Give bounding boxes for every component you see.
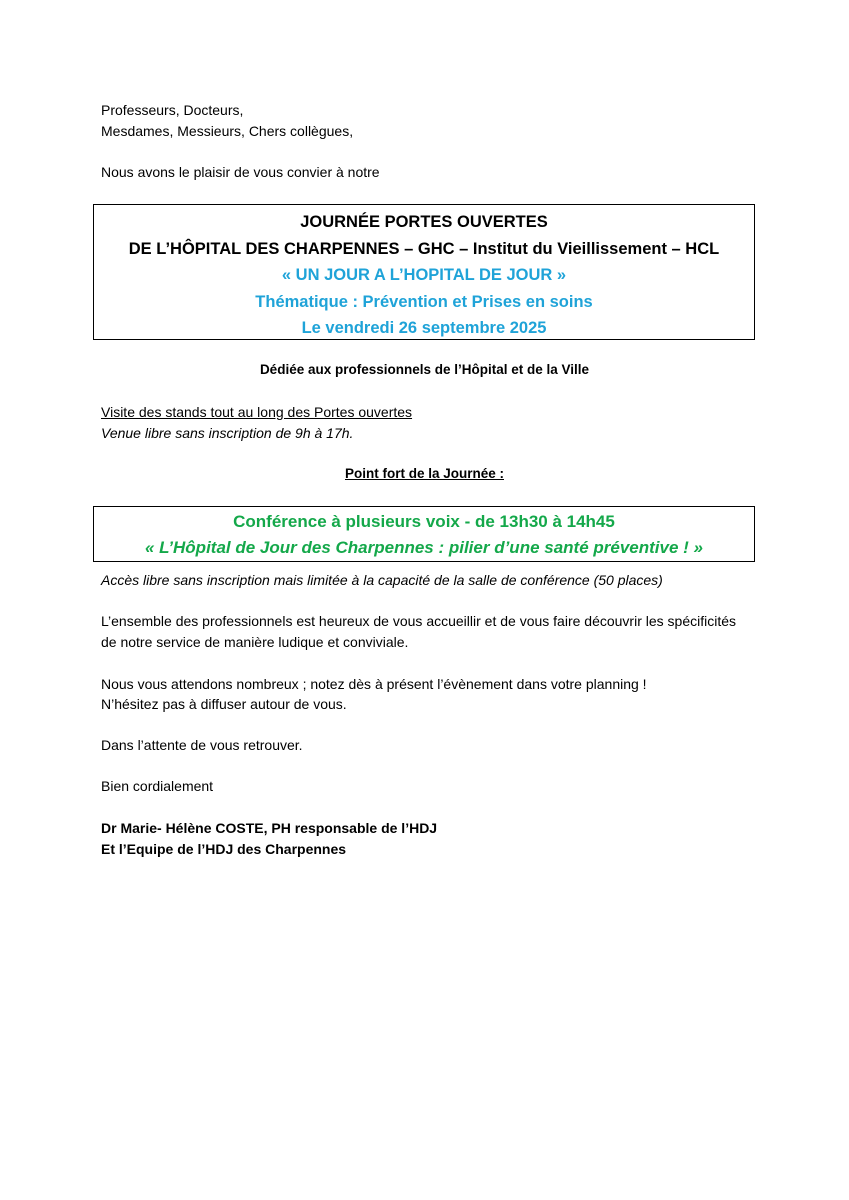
access-note: Accès libre sans inscription mais limitée à la capacité de la salle de conférence (50 places) — [101, 572, 663, 588]
stands-hours: Venue libre sans inscription de 9h à 17h. — [101, 425, 354, 441]
event-date: Le vendredi 26 septembre 2025 — [301, 319, 547, 337]
paragraph-1-line-1: L’ensemble des professionnels est heureux de vous accueillir et de vous faire découvrir les spécificités — [101, 613, 737, 629]
closing-line-2: Bien cordialement — [101, 778, 214, 794]
paragraph-2-line-2: N’hésitez pas à diffuser autour de vous. — [101, 696, 347, 712]
invitation-intro: Nous avons le plaisir de vous convier à notre — [101, 164, 380, 180]
stands-heading: Visite des stands tout au long des Portes ouvertes — [101, 404, 413, 420]
signature-line-1: Dr Marie- Hélène COSTE, PH responsable de l’HDJ — [101, 820, 438, 836]
paragraph-1-line-2: de notre service de manière ludique et conviviale. — [101, 634, 409, 650]
audience-line: Dédiée aux professionnels de l’Hôpital et de la Ville — [259, 362, 590, 377]
salutation-line-1: Professeurs, Docteurs, — [101, 102, 244, 118]
conference-title: Conférence à plusieurs voix - de 13h30 à 14h45 — [233, 512, 615, 531]
salutation-line-2: Mesdames, Messieurs, Chers collègues, — [101, 123, 354, 139]
event-title-box — [93, 204, 755, 340]
event-title-line-2: DE L’HÔPITAL DES CHARPENNES – GHC – Institut du Vieillissement – HCL — [128, 239, 720, 258]
highlight-heading: Point fort de la Journée : — [344, 466, 504, 481]
paragraph-2-line-1: Nous vous attendons nombreux ; notez dès à présent l’évènement dans votre planning ! — [101, 676, 647, 692]
event-title-line-1: JOURNÉE PORTES OUVERTES — [300, 213, 548, 231]
closing-line-1: Dans l’attente de vous retrouver. — [101, 737, 303, 753]
event-theme: Thématique : Prévention et Prises en soins — [255, 292, 593, 311]
conference-box — [93, 506, 755, 562]
conference-subtitle: « L’Hôpital de Jour des Charpennes : pilier d’une santé préventive ! » — [145, 538, 703, 557]
signature-line-2: Et l’Equipe de l’HDJ des Charpennes — [101, 841, 347, 857]
event-subtitle: « UN JOUR A L’HOPITAL DE JOUR » — [281, 266, 567, 284]
